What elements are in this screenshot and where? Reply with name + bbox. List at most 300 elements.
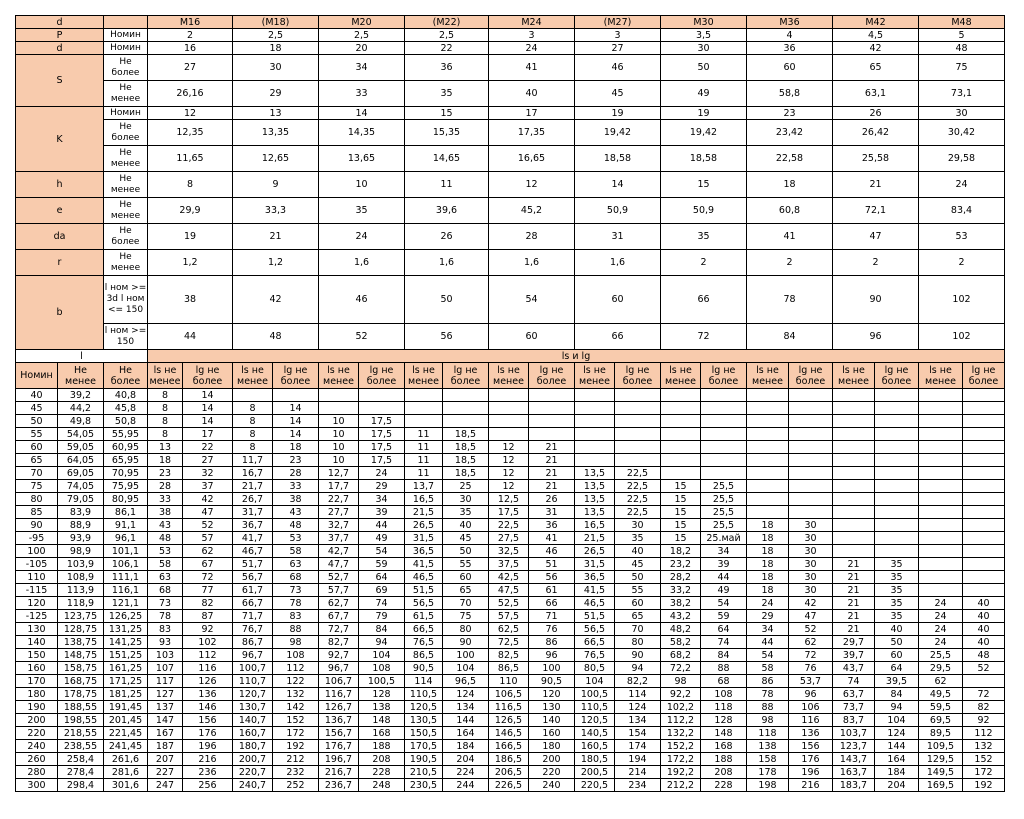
ls-lg-cell: 68 bbox=[273, 571, 319, 584]
length-row bbox=[16, 597, 1005, 610]
ls-lg-cell bbox=[529, 402, 575, 415]
length-row bbox=[16, 610, 1005, 623]
ls-lg-cell: 73 bbox=[148, 597, 183, 610]
ls-lg-cell: 63,7 bbox=[833, 688, 875, 701]
ls-lg-cell: 79 bbox=[359, 610, 405, 623]
qualifier-cell: l ном >= 150 bbox=[104, 324, 148, 350]
ls-lg-cell: 24 bbox=[919, 623, 963, 636]
ls-lg-cell: 150,5 bbox=[405, 727, 443, 740]
ls-lg-cell: 204 bbox=[443, 753, 489, 766]
ls-lg-cell: 180,7 bbox=[233, 740, 273, 753]
ls-lg-cell: 148 bbox=[359, 714, 405, 727]
ls-lg-cell: 41,7 bbox=[233, 532, 273, 545]
ls-lg-cell: 80,5 bbox=[575, 662, 615, 675]
ls-lg-cell bbox=[963, 428, 1005, 441]
ls-lg-cell: 41,5 bbox=[575, 584, 615, 597]
ls-lg-cell: 126 bbox=[183, 675, 233, 688]
ls-lg-cell: 84 bbox=[701, 649, 747, 662]
ls-lg-cell: 256 bbox=[183, 779, 233, 792]
length-cell: 65 bbox=[16, 454, 58, 467]
ls-lg-cell bbox=[661, 402, 701, 415]
value-cell: 27 bbox=[148, 55, 233, 81]
ls-lg-cell bbox=[963, 519, 1005, 532]
ls-lg-cell: 24 bbox=[919, 636, 963, 649]
ls-lg-cell: 110,5 bbox=[405, 688, 443, 701]
ls-lg-cell bbox=[661, 467, 701, 480]
ls-lg-cell: 50 bbox=[875, 636, 919, 649]
ls-lg-cell: 187 bbox=[148, 740, 183, 753]
length-cell: 93,9 bbox=[58, 532, 104, 545]
length-row bbox=[16, 571, 1005, 584]
ls-lg-cell: 22,5 bbox=[615, 506, 661, 519]
ls-lg-cell: 92 bbox=[963, 714, 1005, 727]
ls-lg-cell bbox=[273, 389, 319, 402]
ls-lg-cell: 52,7 bbox=[319, 571, 359, 584]
ls-lg-cell: 120,5 bbox=[575, 714, 615, 727]
ls-lg-cell: 137 bbox=[148, 701, 183, 714]
size-header-cell: M16 bbox=[148, 16, 233, 29]
ls-lg-cell: 64 bbox=[359, 571, 405, 584]
ls-lg-cell: 49 bbox=[359, 532, 405, 545]
ls-lg-cell: 240,7 bbox=[233, 779, 273, 792]
ls-lg-cell: 103 bbox=[148, 649, 183, 662]
length-cell: 59,05 bbox=[58, 441, 104, 454]
value-cell: 41 bbox=[747, 224, 833, 250]
value-cell: 24 bbox=[919, 172, 1005, 198]
ls-lg-cell: 27 bbox=[183, 454, 233, 467]
ls-lg-cell: 98 bbox=[273, 636, 319, 649]
ls-lg-cell: 126,5 bbox=[489, 714, 529, 727]
ls-lg-cell bbox=[919, 428, 963, 441]
ls-lg-cell bbox=[789, 415, 833, 428]
value-cell: 84 bbox=[747, 324, 833, 350]
ls-lg-cell: 48 bbox=[148, 532, 183, 545]
value-cell: 14 bbox=[575, 172, 661, 198]
value-cell: 30 bbox=[661, 42, 747, 55]
value-cell: 15 bbox=[661, 172, 747, 198]
value-cell: 47 bbox=[833, 224, 919, 250]
ls-lg-cell: 134 bbox=[443, 701, 489, 714]
ls-lg-cell bbox=[919, 480, 963, 493]
length-cell: 138,75 bbox=[58, 636, 104, 649]
ls-lg-cell: 80 bbox=[443, 623, 489, 636]
ls-lg-cell: 214 bbox=[615, 766, 661, 779]
ls-lg-cell: 69,5 bbox=[919, 714, 963, 727]
ls-lg-cell bbox=[789, 493, 833, 506]
length-cell: 218,55 bbox=[58, 727, 104, 740]
ls-lg-cell: 13 bbox=[148, 441, 183, 454]
ls-lg-cell bbox=[789, 506, 833, 519]
ls-lg-cell bbox=[489, 415, 529, 428]
ls-lg-cell: 26,7 bbox=[233, 493, 273, 506]
ls-lg-cell: 236 bbox=[183, 766, 233, 779]
ls-lg-cell: 11 bbox=[405, 441, 443, 454]
ls-lg-cell: 60 bbox=[615, 597, 661, 610]
value-cell: 1,6 bbox=[489, 250, 575, 276]
ls-lg-cell bbox=[833, 519, 875, 532]
ls-lg-cell: 18 bbox=[148, 454, 183, 467]
length-cell: 170 bbox=[16, 675, 58, 688]
ls-lg-cell: 39 bbox=[701, 558, 747, 571]
value-cell: 1,6 bbox=[319, 250, 405, 276]
ls-lg-cell bbox=[615, 428, 661, 441]
ls-lg-cell: 42,7 bbox=[319, 545, 359, 558]
value-cell: 3 bbox=[575, 29, 661, 42]
length-cell: 221,45 bbox=[104, 727, 148, 740]
ls-lg-cell: 98 bbox=[661, 675, 701, 688]
ls-lg-cell bbox=[405, 415, 443, 428]
ls-lg-cell bbox=[875, 545, 919, 558]
ls-lg-cell: 31 bbox=[529, 506, 575, 519]
ls-lg-cell: 41 bbox=[529, 532, 575, 545]
ls-lg-cell: 24 bbox=[747, 597, 789, 610]
ls-lg-cell: 70 bbox=[615, 623, 661, 636]
ls-lg-cell: 37 bbox=[183, 480, 233, 493]
ls-lg-cell: 174 bbox=[615, 740, 661, 753]
ls-lg-cell: 112 bbox=[963, 727, 1005, 740]
ls-lg-cell bbox=[615, 441, 661, 454]
value-cell: 29,9 bbox=[148, 198, 233, 224]
ls-lg-cell: 78 bbox=[148, 610, 183, 623]
ls-lg-cell: 72,2 bbox=[661, 662, 701, 675]
length-cell: 180 bbox=[16, 688, 58, 701]
value-cell: 41 bbox=[489, 55, 575, 81]
value-cell: 35 bbox=[319, 198, 405, 224]
ls-lg-cell bbox=[359, 389, 405, 402]
param-label-cell: S bbox=[16, 55, 104, 107]
ls-lg-cell: 46,7 bbox=[233, 545, 273, 558]
ls-lg-cell: 104 bbox=[443, 662, 489, 675]
ls-lg-cell: 15 bbox=[661, 493, 701, 506]
ls-lg-cell: 47,5 bbox=[489, 584, 529, 597]
ls-lg-cell: 25,5 bbox=[701, 519, 747, 532]
ls-lg-cell: 56,7 bbox=[233, 571, 273, 584]
ls-lg-cell: 58 bbox=[273, 545, 319, 558]
ls-lg-cell: 58 bbox=[148, 558, 183, 571]
ls-lg-cell: 68 bbox=[701, 675, 747, 688]
ls-lg-cell bbox=[875, 389, 919, 402]
value-cell: 36 bbox=[405, 55, 489, 81]
ls-lg-cell: 128 bbox=[359, 688, 405, 701]
ls-lg-cell bbox=[575, 402, 615, 415]
value-cell: 63,1 bbox=[833, 81, 919, 107]
qualifier-cell: Не менее bbox=[104, 146, 148, 172]
ls-header-cell: ls не менее bbox=[747, 363, 789, 389]
length-cell: 158,75 bbox=[58, 662, 104, 675]
value-cell: 2,5 bbox=[233, 29, 319, 42]
ls-lg-cell bbox=[875, 480, 919, 493]
length-cell: 181,25 bbox=[104, 688, 148, 701]
ls-lg-cell bbox=[489, 402, 529, 415]
length-cell: 201,45 bbox=[104, 714, 148, 727]
length-cell: 75,95 bbox=[104, 480, 148, 493]
value-cell: 4 bbox=[747, 29, 833, 42]
value-cell: 18,58 bbox=[661, 146, 747, 172]
ls-lg-cell: 160,7 bbox=[233, 727, 273, 740]
value-cell: 19,42 bbox=[661, 120, 747, 146]
size-header-cell: M24 bbox=[489, 16, 575, 29]
ls-lg-cell: 40 bbox=[963, 610, 1005, 623]
ls-lg-cell bbox=[789, 441, 833, 454]
ls-lg-cell bbox=[359, 402, 405, 415]
ls-lg-cell bbox=[963, 545, 1005, 558]
size-header-cell: M20 bbox=[319, 16, 405, 29]
length-cell: 96,1 bbox=[104, 532, 148, 545]
ls-lg-cell: 12 bbox=[489, 480, 529, 493]
value-cell: 2 bbox=[661, 250, 747, 276]
length-cell: 75 bbox=[16, 480, 58, 493]
ls-lg-cell bbox=[833, 454, 875, 467]
ls-lg-cell: 51,7 bbox=[233, 558, 273, 571]
value-cell: 11,65 bbox=[148, 146, 233, 172]
length-cell: 238,55 bbox=[58, 740, 104, 753]
ls-lg-cell bbox=[919, 532, 963, 545]
value-cell: 42 bbox=[233, 276, 319, 324]
ls-lg-cell: 69 bbox=[359, 584, 405, 597]
ls-lg-cell bbox=[661, 454, 701, 467]
length-cell: 110 bbox=[16, 571, 58, 584]
length-row bbox=[16, 389, 1005, 402]
ls-lg-cell: 74 bbox=[701, 636, 747, 649]
value-cell: 12 bbox=[148, 107, 233, 120]
ls-lg-cell: 166,5 bbox=[489, 740, 529, 753]
ls-lg-cell bbox=[963, 493, 1005, 506]
ls-lg-cell: 62 bbox=[789, 636, 833, 649]
ls-lg-cell bbox=[919, 545, 963, 558]
ls-lg-cell bbox=[919, 389, 963, 402]
length-row bbox=[16, 441, 1005, 454]
ls-lg-cell: 92,7 bbox=[319, 649, 359, 662]
ls-lg-cell: 188 bbox=[359, 740, 405, 753]
ls-lg-cell: 247 bbox=[148, 779, 183, 792]
ls-lg-cell: 208 bbox=[701, 766, 747, 779]
length-cell: 171,25 bbox=[104, 675, 148, 688]
qualifier-cell: Не менее bbox=[104, 250, 148, 276]
ls-lg-cell: 25.май bbox=[701, 532, 747, 545]
ls-lg-cell: 207 bbox=[148, 753, 183, 766]
length-cell: 54,05 bbox=[58, 428, 104, 441]
ls-lg-cell: 116 bbox=[183, 662, 233, 675]
length-cell: 298,4 bbox=[58, 779, 104, 792]
ls-lg-cell: 18 bbox=[747, 571, 789, 584]
value-cell: 53 bbox=[919, 224, 1005, 250]
ls-lg-cell: 96,5 bbox=[443, 675, 489, 688]
ls-lg-cell: 54 bbox=[747, 649, 789, 662]
ls-lg-cell: 112 bbox=[273, 662, 319, 675]
ls-lg-cell bbox=[747, 402, 789, 415]
ls-lg-cell: 22,5 bbox=[615, 480, 661, 493]
length-cell: 60,95 bbox=[104, 441, 148, 454]
param-row bbox=[16, 81, 1005, 107]
value-cell: 15 bbox=[405, 107, 489, 120]
ls-lg-cell: 82,2 bbox=[615, 675, 661, 688]
ls-lg-cell: 8 bbox=[233, 402, 273, 415]
ls-lg-cell: 112,2 bbox=[661, 714, 701, 727]
length-row bbox=[16, 636, 1005, 649]
ls-lg-cell bbox=[789, 428, 833, 441]
param-row bbox=[16, 120, 1005, 146]
length-cell: 45,8 bbox=[104, 402, 148, 415]
value-cell: 14,65 bbox=[405, 146, 489, 172]
param-label-cell: b bbox=[16, 276, 104, 350]
ls-lg-cell: 46 bbox=[529, 545, 575, 558]
ls-lg-cell: 136 bbox=[789, 727, 833, 740]
length-cell: 116,1 bbox=[104, 584, 148, 597]
value-cell: 58,8 bbox=[747, 81, 833, 107]
length-cell: -115 bbox=[16, 584, 58, 597]
length-cell: -95 bbox=[16, 532, 58, 545]
length-cell: 60 bbox=[16, 441, 58, 454]
value-cell: 18 bbox=[747, 172, 833, 198]
ls-lg-cell: 248 bbox=[359, 779, 405, 792]
ls-lg-cell: 40 bbox=[963, 597, 1005, 610]
ls-lg-cell: 146,5 bbox=[489, 727, 529, 740]
ls-lg-cell: 27,7 bbox=[319, 506, 359, 519]
ls-lg-cell: 23 bbox=[148, 467, 183, 480]
length-cell: 300 bbox=[16, 779, 58, 792]
ls-lg-cell: 76,5 bbox=[575, 649, 615, 662]
ls-lg-cell: 107 bbox=[148, 662, 183, 675]
ls-lg-cell: 24 bbox=[919, 610, 963, 623]
value-cell: 35 bbox=[405, 81, 489, 107]
value-cell: 48 bbox=[233, 324, 319, 350]
length-cell: 191,45 bbox=[104, 701, 148, 714]
ls-lg-cell: 73 bbox=[273, 584, 319, 597]
value-cell: 33,3 bbox=[233, 198, 319, 224]
ls-lg-cell: 63 bbox=[273, 558, 319, 571]
ls-lg-cell: 71,7 bbox=[233, 610, 273, 623]
ls-lg-cell: 14 bbox=[183, 402, 233, 415]
length-cell: 79,05 bbox=[58, 493, 104, 506]
ls-lg-cell: 44 bbox=[701, 571, 747, 584]
ls-lg-cell: 40 bbox=[443, 519, 489, 532]
ls-lg-cell: 68 bbox=[148, 584, 183, 597]
ls-lg-cell: 220,5 bbox=[575, 779, 615, 792]
ls-lg-cell bbox=[919, 441, 963, 454]
param-row bbox=[16, 55, 1005, 81]
ls-lg-cell: 61,5 bbox=[405, 610, 443, 623]
length-cell: 91,1 bbox=[104, 519, 148, 532]
length-row bbox=[16, 727, 1005, 740]
value-cell: 20 bbox=[319, 42, 405, 55]
bolt-dimensions-table bbox=[15, 15, 1005, 792]
ls-lg-cell: 62,7 bbox=[319, 597, 359, 610]
ls-lg-cell: 21 bbox=[833, 610, 875, 623]
ls-lg-cell: 82 bbox=[963, 701, 1005, 714]
ls-lg-cell bbox=[747, 480, 789, 493]
ls-lg-cell: 230,5 bbox=[405, 779, 443, 792]
nomin-header-cell: Номин bbox=[16, 363, 58, 389]
length-cell: 50,8 bbox=[104, 415, 148, 428]
value-cell: 1,2 bbox=[233, 250, 319, 276]
value-cell: 102 bbox=[919, 276, 1005, 324]
param-row bbox=[16, 250, 1005, 276]
value-cell: 5 bbox=[919, 29, 1005, 42]
length-cell: 281,6 bbox=[104, 766, 148, 779]
ls-lg-cell: 18 bbox=[273, 441, 319, 454]
value-cell: 22 bbox=[405, 42, 489, 55]
ls-lg-cell: 42 bbox=[183, 493, 233, 506]
ls-lg-cell: 98 bbox=[747, 714, 789, 727]
size-header-row bbox=[16, 16, 1005, 29]
qualifier-cell: Не менее bbox=[104, 172, 148, 198]
ls-lg-cell: 176 bbox=[183, 727, 233, 740]
ls-lg-cell: 86 bbox=[747, 675, 789, 688]
ls-lg-cell bbox=[919, 558, 963, 571]
ls-lg-cell: 130,5 bbox=[405, 714, 443, 727]
ls-lg-cell bbox=[615, 454, 661, 467]
column-header-row bbox=[16, 363, 1005, 389]
ls-lg-cell: 104 bbox=[575, 675, 615, 688]
ls-lg-cell bbox=[575, 428, 615, 441]
ls-lg-cell: 196 bbox=[789, 766, 833, 779]
ls-lg-cell bbox=[747, 454, 789, 467]
ls-lg-cell: 30 bbox=[789, 584, 833, 597]
ls-lg-cell bbox=[529, 415, 575, 428]
ls-lg-cell: 17,7 bbox=[319, 480, 359, 493]
ls-lg-cell bbox=[833, 480, 875, 493]
length-cell: 260 bbox=[16, 753, 58, 766]
value-cell: 17,35 bbox=[489, 120, 575, 146]
value-cell: 23,42 bbox=[747, 120, 833, 146]
ls-lg-cell: 24 bbox=[359, 467, 405, 480]
ls-lg-cell: 16,5 bbox=[405, 493, 443, 506]
value-cell: 15,35 bbox=[405, 120, 489, 146]
ls-lg-cell: 146 bbox=[183, 701, 233, 714]
ls-lg-cell: 200 bbox=[529, 753, 575, 766]
ls-lg-cell: 15 bbox=[661, 506, 701, 519]
ls-lg-cell: 34 bbox=[747, 623, 789, 636]
ls-lg-cell: 36 bbox=[529, 519, 575, 532]
value-cell: 50 bbox=[405, 276, 489, 324]
ls-lg-cell bbox=[405, 402, 443, 415]
ls-lg-cell bbox=[833, 428, 875, 441]
ls-lg-cell: 232 bbox=[273, 766, 319, 779]
ls-lg-cell bbox=[747, 467, 789, 480]
ls-lg-cell: 90 bbox=[615, 649, 661, 662]
ls-lg-cell bbox=[789, 402, 833, 415]
length-row bbox=[16, 415, 1005, 428]
length-cell: 80,95 bbox=[104, 493, 148, 506]
length-cell: 70 bbox=[16, 467, 58, 480]
ls-lg-cell: 40 bbox=[875, 623, 919, 636]
ls-lg-cell: 120,7 bbox=[233, 688, 273, 701]
ls-lg-cell: 148 bbox=[701, 727, 747, 740]
length-cell: 131,25 bbox=[104, 623, 148, 636]
ls-lg-cell: 35 bbox=[443, 506, 489, 519]
ls-lg-cell: 22,7 bbox=[319, 493, 359, 506]
length-row bbox=[16, 480, 1005, 493]
lg-header-cell: lg не более bbox=[615, 363, 661, 389]
ls-lg-cell bbox=[701, 428, 747, 441]
ls-lg-cell: 16,7 bbox=[233, 467, 273, 480]
ls-lg-cell: 164 bbox=[875, 753, 919, 766]
ls-lg-cell: 10 bbox=[319, 454, 359, 467]
ls-lg-cell bbox=[875, 493, 919, 506]
length-cell: 261,6 bbox=[104, 753, 148, 766]
length-cell: 74,05 bbox=[58, 480, 104, 493]
ls-lg-cell: 8 bbox=[148, 402, 183, 415]
ls-lg-cell: 90,5 bbox=[529, 675, 575, 688]
value-cell: 2,5 bbox=[319, 29, 405, 42]
length-cell: 111,1 bbox=[104, 571, 148, 584]
ls-lg-cell: 46,5 bbox=[405, 571, 443, 584]
ls-lg-cell: 220,7 bbox=[233, 766, 273, 779]
ls-lg-cell: 180 bbox=[529, 740, 575, 753]
ls-lg-cell bbox=[575, 415, 615, 428]
ls-lg-cell: 110,5 bbox=[575, 701, 615, 714]
length-cell: 240 bbox=[16, 740, 58, 753]
